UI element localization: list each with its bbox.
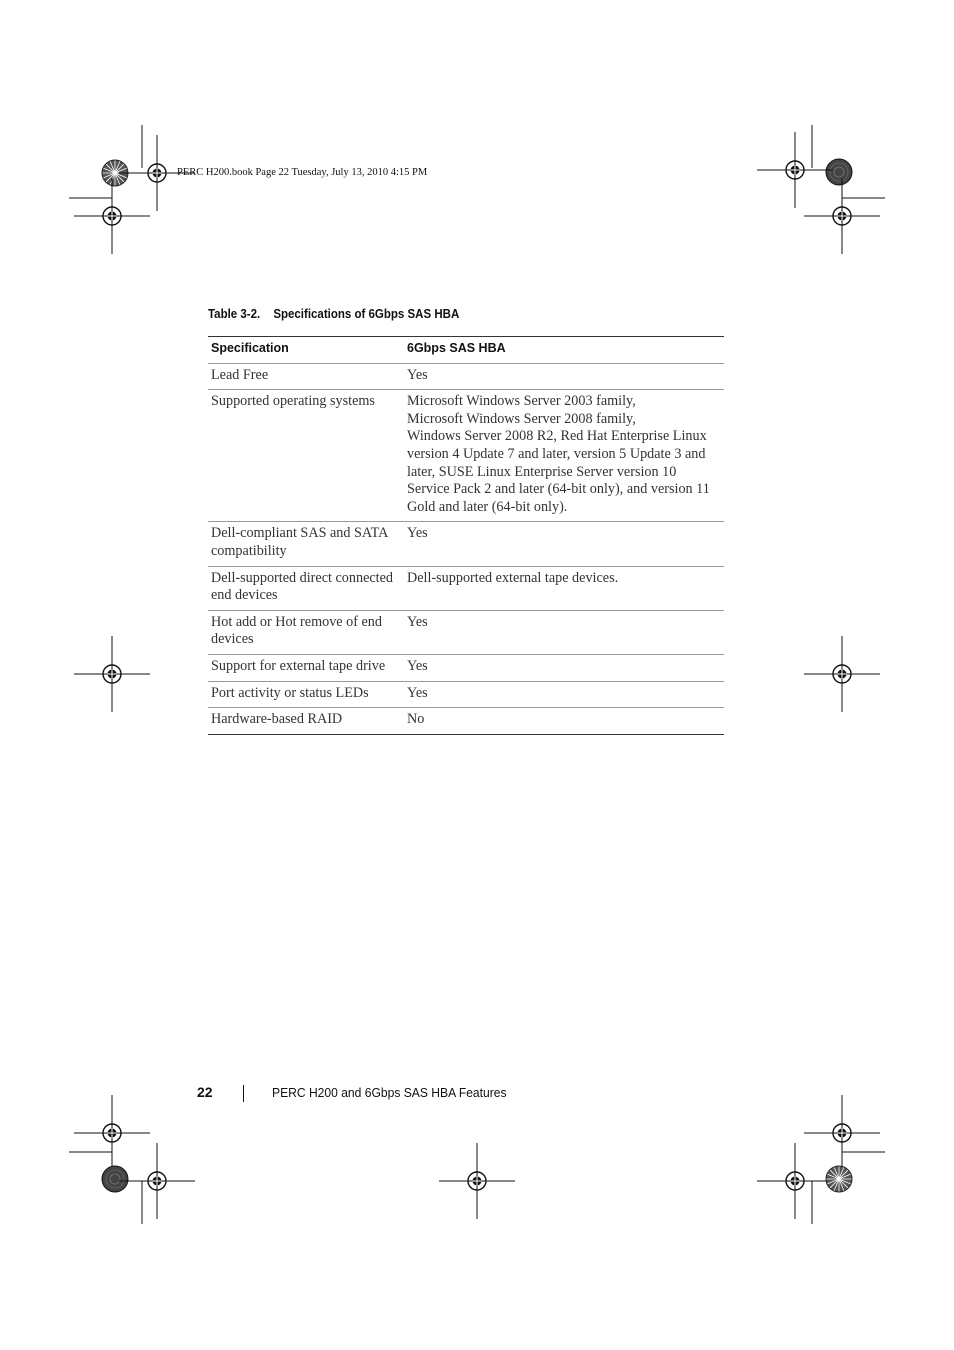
table-caption [208, 307, 459, 321]
spec-name-cell: Port activity or status LEDs [208, 681, 404, 708]
spec-name-cell: Dell-compliant SAS and SATA compatibility [208, 522, 404, 566]
print-job-header: PERC H200.book Page 22 Tuesday, July 13, 2010 4:15 PM [177, 167, 428, 178]
table-header-row [208, 337, 724, 364]
table-row [208, 681, 724, 708]
table-row [208, 522, 724, 566]
spec-value-cell: Yes [404, 363, 724, 390]
table-row [208, 708, 724, 735]
column-header-specification: Specification [208, 337, 404, 364]
spec-value-cell: Microsoft Windows Server 2003 family, Microsoft Windows Server 2008 family, Windows Server 2008 R2, Red Hat Enterprise Linux version 4 Update 7 and later, version 5 Update 3 and later, SUSE Linux Enterprise Server version 10 Service Pack 2 and later (64-bit only), and version 11 Gold and later (64-bit only). [404, 390, 724, 522]
column-header-6gbps-sas-hba: 6Gbps SAS HBA [404, 337, 724, 364]
table-row [208, 390, 724, 522]
table-row [208, 610, 724, 654]
table-caption-title: Specifications of 6Gbps SAS HBA [273, 307, 460, 321]
spec-value-cell: Yes [404, 654, 724, 681]
specifications-table [208, 336, 724, 735]
spec-value-cell: No [404, 708, 724, 735]
spec-name-cell: Dell-supported direct connected end devices [208, 566, 404, 610]
spec-value-cell: Yes [404, 610, 724, 654]
spec-name-cell: Supported operating systems [208, 390, 404, 522]
spec-value-cell: Dell-supported external tape devices. [404, 566, 724, 610]
spec-name-cell: Support for external tape drive [208, 654, 404, 681]
spec-value-cell: Yes [404, 522, 724, 566]
footer-divider [243, 1085, 244, 1102]
table-caption-number: Table 3-2. [208, 307, 261, 321]
table-row [208, 566, 724, 610]
table-row [208, 363, 724, 390]
spec-value-cell: Yes [404, 681, 724, 708]
spec-name-cell: Hardware-based RAID [208, 708, 404, 735]
spec-name-cell: Hot add or Hot remove of end devices [208, 610, 404, 654]
footer-chapter-title: PERC H200 and 6Gbps SAS HBA Features [272, 1085, 507, 1100]
page-number: 22 [197, 1084, 213, 1100]
table-row [208, 654, 724, 681]
spec-name-cell: Lead Free [208, 363, 404, 390]
